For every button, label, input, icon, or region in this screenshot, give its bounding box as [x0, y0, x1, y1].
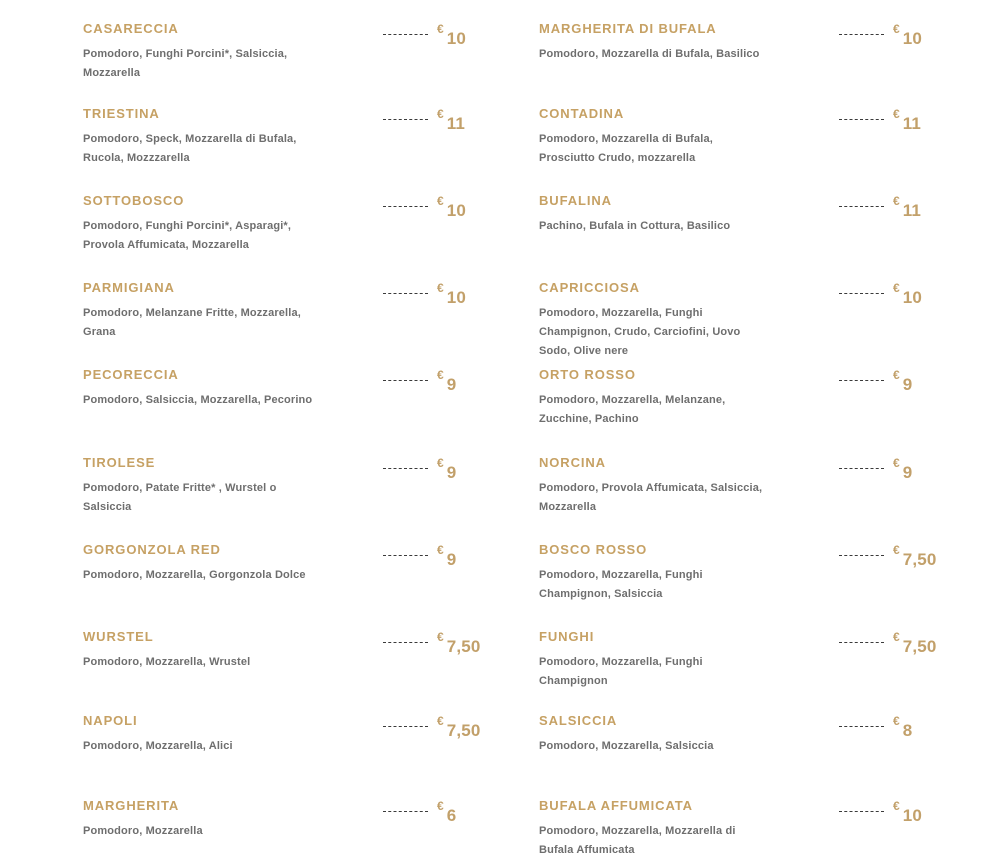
- euro-icon: €: [437, 281, 444, 295]
- price-amount: 10: [902, 29, 922, 48]
- menu-item-price-group: [839, 629, 986, 656]
- euro-icon: €: [893, 630, 900, 644]
- menu-item-text: [539, 629, 839, 691]
- dotted-leader: [383, 811, 428, 812]
- euro-icon: €: [893, 107, 900, 121]
- menu-item-text: [539, 455, 839, 517]
- menu-item-row[interactable]: [83, 193, 530, 255]
- menu-item-row[interactable]: [539, 280, 986, 361]
- dotted-leader: [383, 468, 428, 469]
- dotted-leader: [383, 293, 428, 294]
- euro-icon: €: [437, 543, 444, 557]
- euro-icon: €: [437, 799, 444, 813]
- menu-item-description: Pomodoro, Patate Fritte* , Wurstel o Salsiccia: [83, 482, 277, 513]
- menu-item-name: PARMIGIANA: [83, 280, 175, 295]
- dotted-leader: [383, 206, 428, 207]
- menu-column-right: [539, 18, 986, 854]
- price-amount: 11: [446, 114, 466, 133]
- menu-item-text: [83, 455, 383, 517]
- menu-item-name: MARGHERITA: [83, 798, 180, 813]
- menu-item-name: TIROLESE: [83, 455, 156, 470]
- menu-item-price-group: [839, 106, 986, 133]
- menu-item-description: Pomodoro, Speck, Mozzarella di Bufala, Rucola, Mozzzarella: [83, 133, 297, 164]
- euro-icon: €: [437, 456, 444, 470]
- menu-item-name: BUFALINA: [539, 193, 612, 208]
- menu-item-row[interactable]: [539, 21, 986, 64]
- menu-item-name: FUNGHI: [539, 629, 595, 644]
- menu-item-row[interactable]: [83, 106, 530, 168]
- dotted-leader: [839, 555, 884, 556]
- menu-item-price: [893, 543, 937, 569]
- menu-item-description: Pomodoro, Mozzarella, Funghi Champignon, Crudo, Carciofini, Uovo Sodo, Olive nere: [539, 307, 741, 357]
- price-amount: 10: [902, 288, 922, 307]
- dotted-leader: [383, 119, 428, 120]
- dotted-leader: [383, 380, 428, 381]
- menu-item-name: BOSCO ROSSO: [539, 542, 648, 557]
- menu-item-row[interactable]: [83, 455, 530, 517]
- menu-item-description: Pomodoro, Salsiccia, Mozzarella, Pecorino: [83, 394, 313, 406]
- dotted-leader: [383, 34, 428, 35]
- menu-item-price-group: [839, 21, 986, 48]
- euro-icon: €: [437, 368, 444, 382]
- menu-grid: [0, 18, 1003, 854]
- menu-item-price-group: [383, 542, 530, 569]
- menu-item-text: [539, 106, 839, 168]
- menu-item-name: CONTADINA: [539, 106, 625, 121]
- menu-item-price: [437, 22, 466, 48]
- euro-icon: €: [893, 22, 900, 36]
- dotted-leader: [839, 380, 884, 381]
- dotted-leader: [839, 206, 884, 207]
- menu-item-text: [83, 798, 383, 841]
- menu-item-price: [437, 194, 466, 220]
- menu-item-description: Pomodoro, Mozzarella di Bufala, Basilico: [539, 48, 760, 60]
- menu-item-price: [437, 714, 481, 740]
- price-amount: 7,50: [902, 637, 937, 656]
- euro-icon: €: [893, 281, 900, 295]
- price-amount: 7,50: [446, 637, 481, 656]
- menu-item-row[interactable]: [539, 798, 986, 860]
- menu-item-name: TRIESTINA: [83, 106, 160, 121]
- menu-item-price: [893, 456, 913, 482]
- menu-column-left: [83, 18, 530, 854]
- price-amount: 7,50: [446, 721, 481, 740]
- menu-item-description: Pomodoro, Funghi Porcini*, Asparagi*, Provola Affumicata, Mozzarella: [83, 220, 292, 251]
- menu-item-text: [539, 798, 839, 860]
- price-amount: 10: [446, 29, 466, 48]
- menu-item-row[interactable]: [83, 629, 530, 672]
- menu-item-description: Pomodoro, Mozzarella, Melanzane, Zucchine, Pachino: [539, 394, 726, 425]
- menu-item-text: [83, 629, 383, 672]
- euro-icon: €: [893, 368, 900, 382]
- menu-item-price-group: [839, 455, 986, 482]
- menu-item-row[interactable]: [83, 367, 530, 410]
- price-amount: 10: [902, 806, 922, 825]
- price-amount: 11: [902, 114, 922, 133]
- menu-item-name: NORCINA: [539, 455, 606, 470]
- menu-item-text: [539, 193, 839, 236]
- menu-item-price-group: [839, 542, 986, 569]
- price-amount: 10: [446, 288, 466, 307]
- menu-item-name: ORTO ROSSO: [539, 367, 636, 382]
- menu-item-text: [83, 542, 383, 585]
- dotted-leader: [383, 555, 428, 556]
- dotted-leader: [839, 119, 884, 120]
- menu-item-price: [437, 456, 457, 482]
- menu-item-price-group: [383, 193, 530, 220]
- menu-item-name: GORGONZOLA RED: [83, 542, 221, 557]
- menu-item-text: [83, 713, 383, 756]
- price-amount: 8: [902, 721, 913, 740]
- menu-item-price-group: [383, 367, 530, 394]
- price-amount: 9: [902, 375, 913, 394]
- euro-icon: €: [437, 714, 444, 728]
- menu-item-price: [893, 630, 937, 656]
- menu-item-price: [437, 107, 466, 133]
- menu-item-price: [893, 107, 922, 133]
- menu-item-name: MARGHERITA DI BUFALA: [539, 21, 717, 36]
- price-amount: 10: [446, 201, 466, 220]
- menu-item-description: Pomodoro, Mozzarella: [83, 825, 203, 837]
- dotted-leader: [839, 293, 884, 294]
- dotted-leader: [383, 726, 428, 727]
- menu-item-price-group: [383, 106, 530, 133]
- menu-item-description: Pomodoro, Mozzarella, Mozzarella di Bufala Affumicata: [539, 825, 736, 856]
- menu-item-price-group: [383, 713, 530, 740]
- menu-item-name: WURSTEL: [83, 629, 154, 644]
- menu-item-row[interactable]: [539, 713, 986, 756]
- menu-item-price-group: [839, 280, 986, 307]
- menu-item-row[interactable]: [539, 106, 986, 168]
- dotted-leader: [839, 642, 884, 643]
- menu-item-text: [539, 21, 839, 64]
- menu-item-price: [893, 714, 913, 740]
- menu-item-row[interactable]: [539, 542, 986, 604]
- menu-item-description: Pachino, Bufala in Cottura, Basilico: [539, 220, 731, 232]
- euro-icon: €: [437, 630, 444, 644]
- menu-item-description: Pomodoro, Mozzarella, Funghi Champignon: [539, 656, 703, 687]
- menu-item-description: Pomodoro, Mozzarella, Alici: [83, 740, 233, 752]
- menu-item-text: [83, 193, 383, 255]
- menu-item-description: Pomodoro, Mozzarella, Funghi Champignon, Salsiccia: [539, 569, 703, 600]
- menu-item-row[interactable]: [83, 280, 530, 342]
- price-amount: 9: [446, 550, 457, 569]
- menu-item-text: [539, 542, 839, 604]
- menu-item-name: CAPRICCIOSA: [539, 280, 640, 295]
- menu-item-text: [83, 280, 383, 342]
- price-amount: 11: [902, 201, 922, 220]
- dotted-leader: [383, 642, 428, 643]
- euro-icon: €: [893, 799, 900, 813]
- menu-item-price: [437, 281, 466, 307]
- menu-item-description: Pomodoro, Mozzarella, Gorgonzola Dolce: [83, 569, 306, 581]
- menu-item-name: SALSICCIA: [539, 713, 618, 728]
- menu-item-price-group: [383, 21, 530, 48]
- menu-item-price-group: [839, 713, 986, 740]
- menu-item-description: Pomodoro, Mozzarella di Bufala, Prosciutto Crudo, mozzarella: [539, 133, 713, 164]
- menu-item-price: [893, 368, 913, 394]
- menu-item-row[interactable]: [539, 629, 986, 691]
- menu-item-price: [893, 22, 922, 48]
- menu-item-price-group: [383, 798, 530, 825]
- menu-item-row[interactable]: [83, 713, 530, 756]
- menu-item-price: [437, 368, 457, 394]
- menu-item-price-group: [839, 367, 986, 394]
- menu-item-text: [539, 367, 839, 429]
- menu-item-price: [893, 194, 922, 220]
- column-gutter: [530, 18, 539, 854]
- menu-item-text: [83, 367, 383, 410]
- price-amount: 7,50: [902, 550, 937, 569]
- menu-item-row[interactable]: [539, 193, 986, 236]
- menu-item-price-group: [839, 193, 986, 220]
- menu-item-price-group: [839, 798, 986, 825]
- menu-item-row[interactable]: [539, 367, 986, 429]
- menu-item-description: Pomodoro, Provola Affumicata, Salsiccia, Mozzarella: [539, 482, 763, 513]
- menu-item-description: Pomodoro, Melanzane Fritte, Mozzarella, Grana: [83, 307, 301, 338]
- menu-item-price: [437, 543, 457, 569]
- menu-item-description: Pomodoro, Funghi Porcini*, Salsiccia, Mozzarella: [83, 48, 288, 79]
- menu-item-row[interactable]: [83, 21, 530, 83]
- price-amount: 9: [902, 463, 913, 482]
- menu-item-text: [83, 21, 383, 83]
- menu-item-name: PECORECCIA: [83, 367, 179, 382]
- menu-item-text: [83, 106, 383, 168]
- menu-item-description: Pomodoro, Mozzarella, Salsiccia: [539, 740, 714, 752]
- menu-item-text: [539, 713, 839, 756]
- menu-item-name: CASARECCIA: [83, 21, 179, 36]
- dotted-leader: [839, 811, 884, 812]
- menu-item-row[interactable]: [83, 542, 530, 585]
- menu-item-price: [437, 630, 481, 656]
- price-amount: 9: [446, 375, 457, 394]
- price-amount: 9: [446, 463, 457, 482]
- menu-item-price-group: [383, 280, 530, 307]
- menu-item-description: Pomodoro, Mozzarella, Wrustel: [83, 656, 251, 668]
- euro-icon: €: [893, 714, 900, 728]
- euro-icon: €: [893, 543, 900, 557]
- menu-item-price-group: [383, 629, 530, 656]
- dotted-leader: [839, 726, 884, 727]
- menu-item-price-group: [383, 455, 530, 482]
- euro-icon: €: [893, 194, 900, 208]
- menu-item-name: NAPOLI: [83, 713, 138, 728]
- price-amount: 6: [446, 806, 457, 825]
- euro-icon: €: [437, 107, 444, 121]
- dotted-leader: [839, 34, 884, 35]
- menu-item-price: [893, 281, 922, 307]
- menu-item-name: BUFALA AFFUMICATA: [539, 798, 693, 813]
- euro-icon: €: [437, 194, 444, 208]
- euro-icon: €: [893, 456, 900, 470]
- dotted-leader: [839, 468, 884, 469]
- menu-item-row[interactable]: [83, 798, 530, 841]
- menu-item-row[interactable]: [539, 455, 986, 517]
- euro-icon: €: [437, 22, 444, 36]
- menu-item-name: SOTTOBOSCO: [83, 193, 185, 208]
- menu-item-text: [539, 280, 839, 361]
- menu-item-price: [437, 799, 457, 825]
- menu-item-price: [893, 799, 922, 825]
